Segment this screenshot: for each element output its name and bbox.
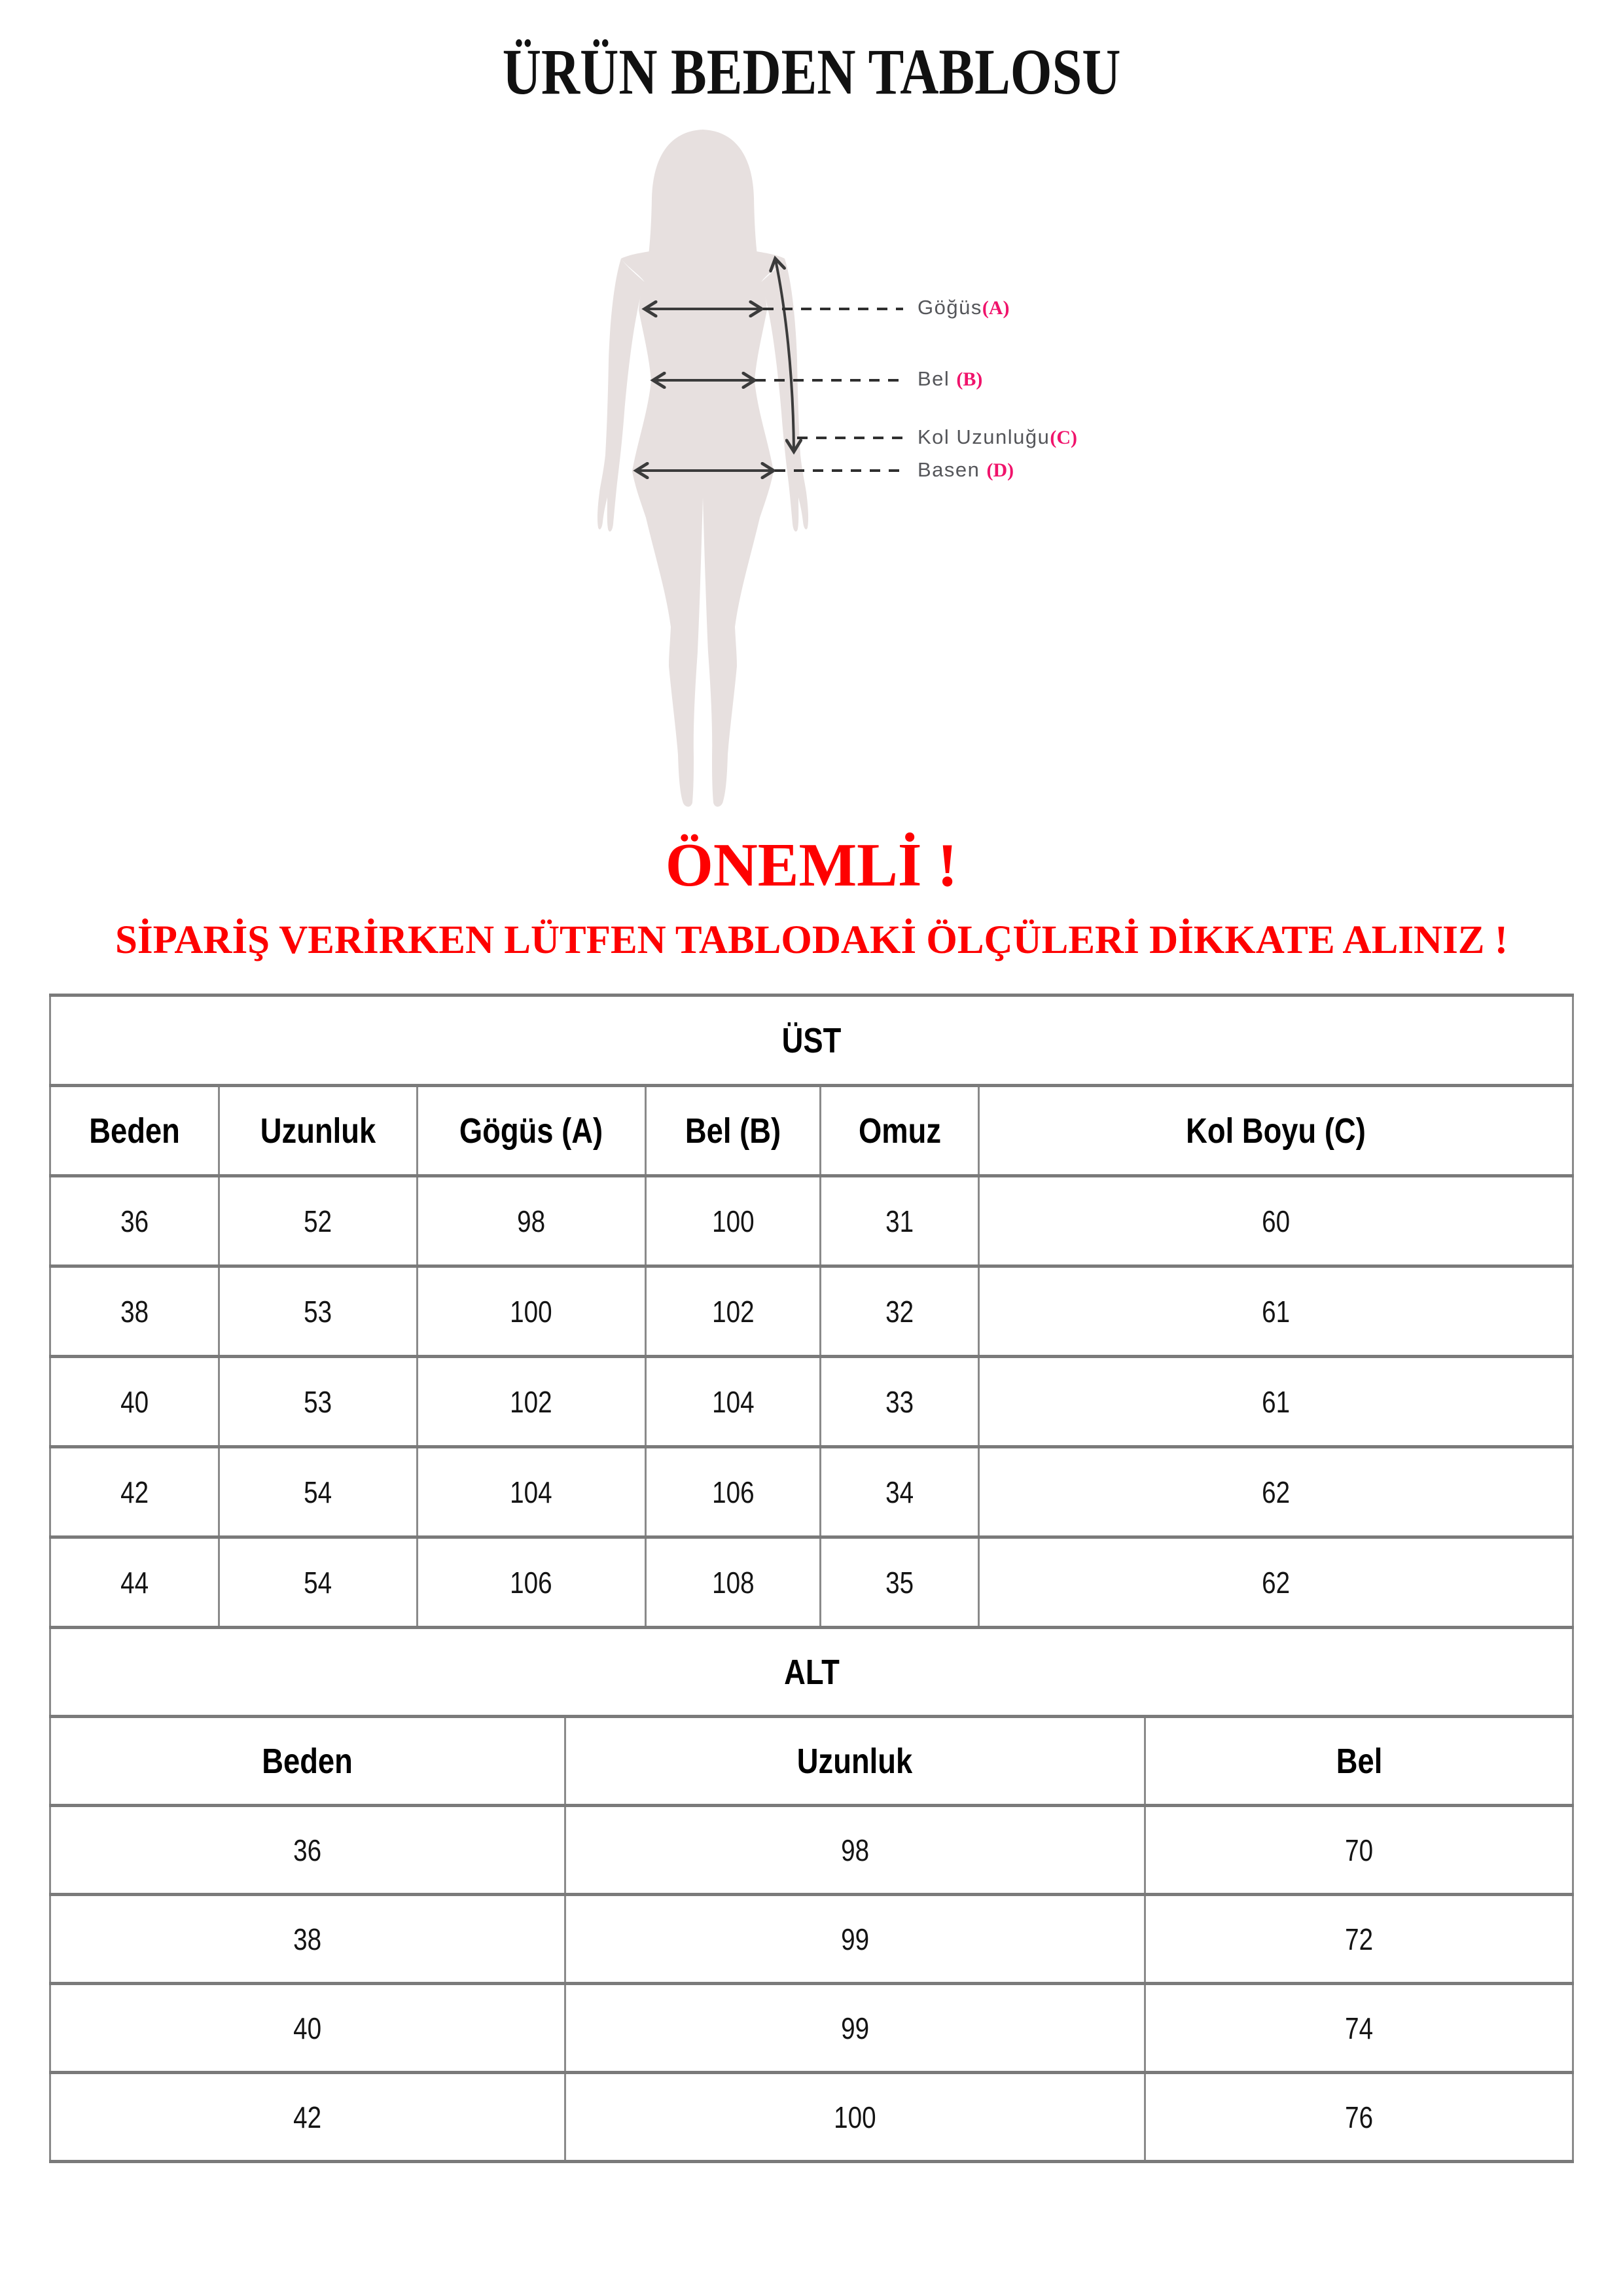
cell-value: 44	[120, 1565, 149, 1600]
data-cell	[219, 1266, 418, 1357]
table-row	[50, 2073, 1573, 2162]
data-cell	[645, 1176, 821, 1266]
female-silhouette	[597, 130, 808, 807]
data-cell	[50, 1447, 219, 1537]
data-cell	[219, 1537, 418, 1628]
data-cell	[565, 1984, 1145, 2073]
cell-value: 40	[293, 2011, 322, 2045]
table-row	[50, 996, 1573, 1086]
table-row	[50, 1628, 1573, 1717]
cell-value: 61	[1262, 1294, 1291, 1329]
table-row	[50, 1176, 1573, 1266]
data-cell	[979, 1537, 1573, 1628]
data-cell	[219, 1176, 418, 1266]
table-row	[50, 1537, 1573, 1628]
cell-value: 100	[510, 1294, 553, 1329]
col-header-beden: Beden	[89, 1111, 180, 1151]
cell-value: 36	[120, 1204, 149, 1238]
table-header-row	[50, 1086, 1573, 1176]
label-arm-length-letter: (C)	[1050, 427, 1078, 448]
col-header-bel: Bel (B)	[685, 1111, 781, 1151]
col-header-uzunluk: Uzunluk	[260, 1111, 376, 1151]
data-cell	[50, 1176, 219, 1266]
data-cell	[219, 1357, 418, 1447]
cell-value: 62	[1262, 1475, 1291, 1509]
data-cell	[1145, 2073, 1573, 2162]
data-cell	[417, 1266, 645, 1357]
cell-value: 98	[840, 1833, 869, 1867]
data-cell	[645, 1447, 821, 1537]
cell-value: 35	[885, 1565, 914, 1600]
cell-value: 72	[1345, 1922, 1374, 1956]
cell-value: 32	[885, 1294, 914, 1329]
data-cell	[219, 1447, 418, 1537]
data-cell	[417, 1447, 645, 1537]
data-cell	[50, 1357, 219, 1447]
cell-value: 53	[304, 1384, 332, 1419]
header-cell	[1145, 1717, 1573, 1806]
cell-value: 34	[885, 1475, 914, 1509]
data-cell	[979, 1266, 1573, 1357]
table-row	[50, 1806, 1573, 1895]
important-subheading: SİPARİŞ VERİRKEN LÜTFEN TABLODAKİ ÖLÇÜLERİ DİKKATE ALINIZ !	[115, 918, 1508, 962]
label-hip-text: Basen	[918, 458, 987, 481]
cell-value: 40	[120, 1384, 149, 1419]
page-title-text: ÜRÜN BEDEN TABLOSU	[502, 35, 1121, 108]
data-cell	[50, 1537, 219, 1628]
label-arm-length	[918, 425, 1077, 449]
header-cell	[219, 1086, 418, 1176]
cell-value: 36	[293, 1833, 322, 1867]
table-row	[50, 1895, 1573, 1984]
data-cell	[417, 1357, 645, 1447]
cell-value: 38	[120, 1294, 149, 1329]
data-cell	[821, 1176, 979, 1266]
data-cell	[565, 1806, 1145, 1895]
cell-value: 54	[304, 1475, 332, 1509]
cell-value: 106	[510, 1565, 553, 1600]
table-row	[50, 1357, 1573, 1447]
cell-value: 102	[510, 1384, 553, 1419]
data-cell	[1145, 1895, 1573, 1984]
data-cell	[1145, 1806, 1573, 1895]
label-waist	[918, 367, 982, 391]
data-cell	[50, 1984, 565, 2073]
label-waist-letter: (B)	[956, 368, 983, 390]
cell-value: 38	[293, 1922, 322, 1956]
data-cell	[645, 1357, 821, 1447]
cell-value: 60	[1262, 1204, 1291, 1238]
col-header-gogus: Gögüs (A)	[459, 1111, 603, 1151]
cell-value: 33	[885, 1384, 914, 1419]
data-cell	[417, 1537, 645, 1628]
upper-table-title-cell	[50, 996, 1573, 1086]
upper-table-title: ÜST	[781, 1020, 842, 1060]
header-cell	[417, 1086, 645, 1176]
label-hip-letter: (D)	[986, 459, 1014, 481]
upper-body-size-table	[49, 994, 1574, 1629]
lower-table-title: ALT	[783, 1652, 840, 1692]
data-cell	[821, 1447, 979, 1537]
data-cell	[565, 2073, 1145, 2162]
data-cell	[979, 1447, 1573, 1537]
table-header-row	[50, 1717, 1573, 1806]
cell-value: 74	[1345, 2011, 1374, 2045]
data-cell	[821, 1266, 979, 1357]
data-cell	[1145, 1984, 1573, 2073]
header-cell	[50, 1717, 565, 1806]
size-tables	[49, 994, 1574, 2163]
important-heading: ÖNEMLİ !	[665, 831, 958, 899]
col-header-omuz: Omuz	[858, 1111, 941, 1151]
cell-value: 99	[840, 1922, 869, 1956]
cell-value: 99	[840, 2011, 869, 2045]
cell-value: 108	[711, 1565, 755, 1600]
cell-value: 53	[304, 1294, 332, 1329]
cell-value: 62	[1262, 1565, 1291, 1600]
cell-value: 98	[517, 1204, 546, 1238]
cell-value: 70	[1345, 1833, 1374, 1867]
data-cell	[50, 1895, 565, 1984]
label-waist-text: Bel	[918, 367, 957, 390]
data-cell	[979, 1176, 1573, 1266]
cell-value: 100	[834, 2100, 876, 2134]
cell-value: 104	[510, 1475, 553, 1509]
page-title	[0, 34, 1623, 109]
data-cell	[645, 1266, 821, 1357]
header-cell	[50, 1086, 219, 1176]
col-header-kol-boyu: Kol Boyu (C)	[1186, 1111, 1366, 1151]
cell-value: 104	[711, 1384, 755, 1419]
data-cell	[821, 1537, 979, 1628]
data-cell	[645, 1537, 821, 1628]
data-cell	[50, 1266, 219, 1357]
header-cell	[979, 1086, 1573, 1176]
cell-value: 106	[711, 1475, 755, 1509]
data-cell	[417, 1176, 645, 1266]
lower-body-size-table	[49, 1626, 1574, 2163]
table-row	[50, 1984, 1573, 2073]
table-row	[50, 1266, 1573, 1357]
body-measurement-diagram	[563, 124, 929, 854]
cell-value: 42	[293, 2100, 322, 2134]
data-cell	[821, 1357, 979, 1447]
header-cell	[821, 1086, 979, 1176]
header-cell	[565, 1717, 1145, 1806]
table-row	[50, 1447, 1573, 1537]
cell-value: 100	[711, 1204, 755, 1238]
col-header-uzunluk: Uzunluk	[797, 1741, 913, 1781]
cell-value: 52	[304, 1204, 332, 1238]
cell-value: 61	[1262, 1384, 1291, 1419]
data-cell	[50, 2073, 565, 2162]
data-cell	[565, 1895, 1145, 1984]
header-cell	[645, 1086, 821, 1176]
data-cell	[50, 1806, 565, 1895]
col-header-bel: Bel	[1336, 1741, 1382, 1781]
label-hip	[918, 458, 1014, 482]
col-header-beden: Beden	[262, 1741, 353, 1781]
label-arm-length-text: Kol Uzunluğu	[918, 425, 1050, 448]
label-chest-text: Göğüs	[918, 296, 982, 319]
lower-table-title-cell	[50, 1628, 1573, 1717]
label-chest-letter: (A)	[982, 297, 1010, 319]
label-chest	[918, 296, 1010, 319]
data-cell	[979, 1357, 1573, 1447]
cell-value: 76	[1345, 2100, 1374, 2134]
cell-value: 42	[120, 1475, 149, 1509]
cell-value: 102	[711, 1294, 755, 1329]
cell-value: 54	[304, 1565, 332, 1600]
cell-value: 31	[885, 1204, 914, 1238]
